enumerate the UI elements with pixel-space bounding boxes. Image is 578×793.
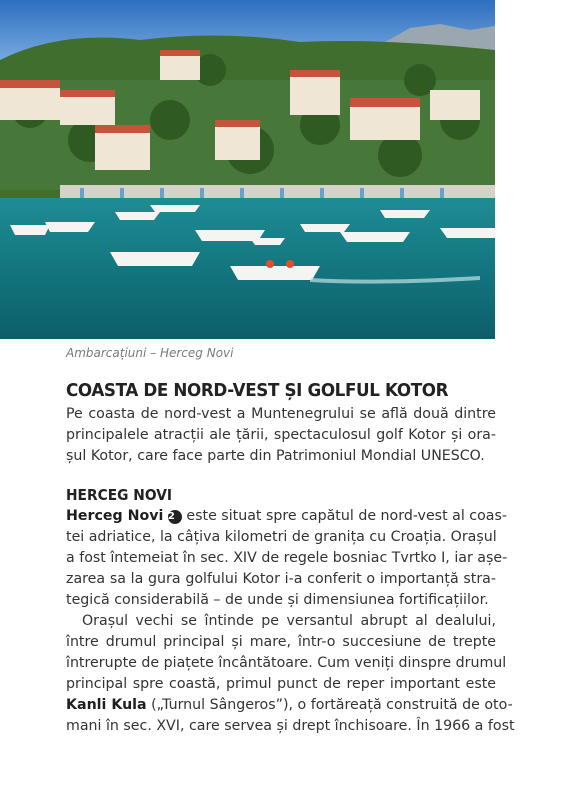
body-line-10 <box>66 695 513 716</box>
body-line-6: Orașul vechi se întinde pe versantul abrupt al dealului, <box>82 613 496 629</box>
harbour-photo <box>0 0 495 339</box>
place-name-kanli-kula: Kanli Kula <box>66 697 147 713</box>
body-line-1 <box>66 506 507 527</box>
body-line-3: a fost întemeiat în sec. XIV de regele bosniac Tvrtko I, iar așe- <box>66 550 508 566</box>
body-line-11: mani în sec. XVI, care servea și drept închisoare. În 1966 a fost <box>66 718 515 734</box>
section-title: COASTA DE NORD-VEST ȘI GOLFUL KOTOR <box>66 380 449 401</box>
body-line-9: principal spre coastă, primul punct de reper important este <box>66 676 496 692</box>
body-line-2: tei adriatice, la câțiva kilometri de granița cu Croația. Orașul <box>66 529 497 545</box>
body-text <box>66 506 515 737</box>
body-line-8: întrerupte de piațete încântătoare. Cum veniți dinspre drumul <box>66 655 507 671</box>
intro-paragraph <box>66 404 496 467</box>
intro-line-3: șul Kotor, care face parte din Patrimoniul Mondial UNESCO. <box>66 448 485 464</box>
subsection-title: HERCEG NOVI <box>66 486 173 504</box>
body-line-4: zarea sa la gura golfului Kotor i-a conferit o importanță stra- <box>66 571 496 587</box>
body-line-10-text: („Turnul Sângeros”), o fortăreață construită de oto- <box>146 697 513 713</box>
photo-caption: Ambarcațiuni – Herceg Novi <box>66 346 234 360</box>
body-line-7: între drumul principal și mare, într-o succesiune de trepte <box>66 634 496 650</box>
intro-line-1: Pe coasta de nord-vest a Muntenegrului se află două dintre <box>66 406 496 422</box>
place-name-herceg-novi: Herceg Novi <box>66 508 164 524</box>
body-line-5: tegică considerabilă – de unde și dimensiunea fortificațiilor. <box>66 592 489 608</box>
body-line-1-text: este situat spre capătul de nord-vest al coas- <box>181 508 507 524</box>
map-marker-number: 2 <box>168 510 182 524</box>
intro-line-2: principalele atracții ale țării, spectaculosul golf Kotor și ora- <box>66 427 496 443</box>
